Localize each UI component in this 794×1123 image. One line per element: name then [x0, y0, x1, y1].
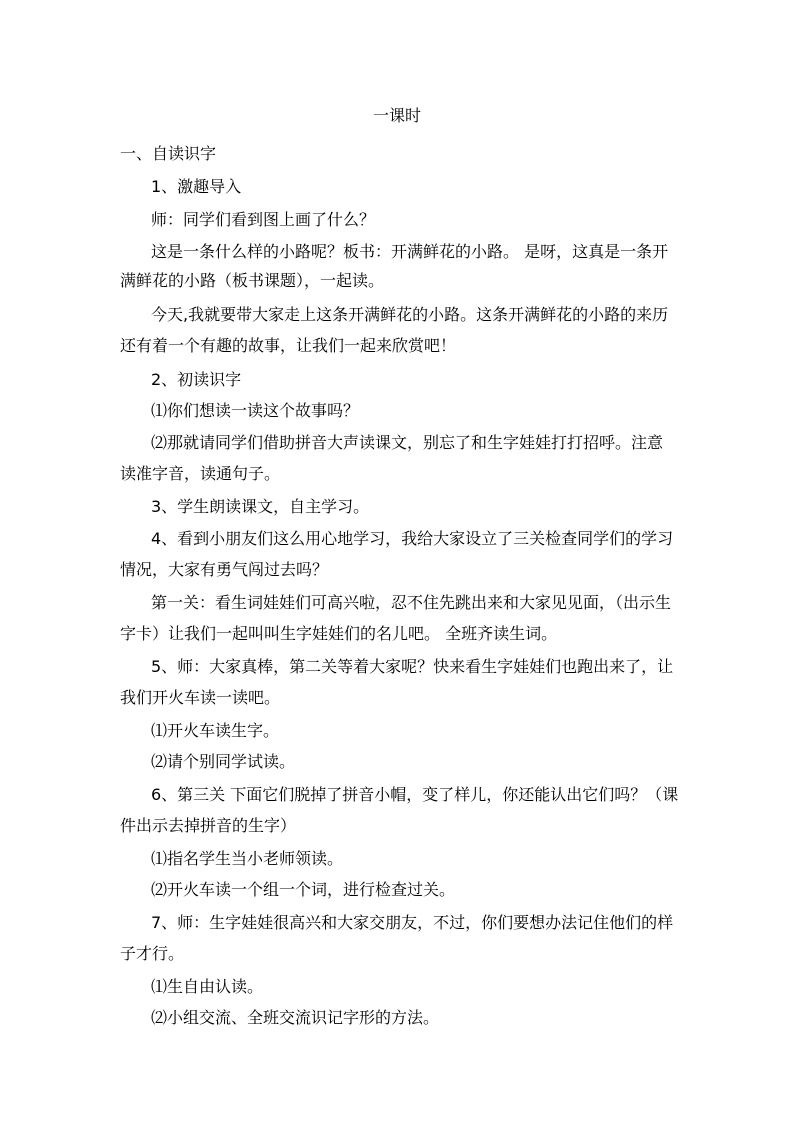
paragraph-line: ⑴你们想读一读这个故事吗？ — [151, 401, 360, 420]
paragraph-line: 今天,我就要带大家走上这条开满鲜花的小路。这条开满鲜花的小路的来历 — [151, 305, 669, 324]
paragraph-line: 件出示去掉拼音的生字） — [120, 816, 297, 835]
paragraph-line: 读准字音，读通句子。 — [120, 464, 281, 483]
paragraph-line: 字卡）让我们一起叫叫生字娃娃们的名儿吧。 全班齐读生词。 — [120, 624, 558, 643]
paragraph-line: 子才行。 — [120, 944, 185, 963]
lesson-title: 一课时 — [372, 106, 421, 125]
paragraph-line: ⑵小组交流、全班交流识记字形的方法。 — [151, 1008, 440, 1027]
paragraph-line: 7、师：生字娃娃很高兴和大家交朋友，不过，你们要想办法记住他们的样 — [151, 913, 674, 932]
section-heading: 一、自读识字 — [120, 144, 217, 163]
paragraph-line: 这是一条什么样的小路呢？板书：开满鲜花的小路。 是呀，这真是一条开 — [151, 242, 669, 261]
step-heading: 1、激趣导入 — [151, 177, 242, 196]
paragraph-line: 我们开火车读一读吧。 — [120, 688, 281, 707]
paragraph-line: 师：同学们看到图上画了什么？ — [151, 210, 376, 229]
paragraph-line: ⑴开火车读生字。 — [151, 721, 280, 740]
paragraph-line: ⑴生自由认读。 — [151, 977, 264, 996]
paragraph-line: 满鲜花的小路（板书课题），一起读。 — [120, 271, 385, 290]
paragraph-line: ⑴指名学生当小老师领读。 — [151, 849, 344, 868]
step-heading: 3、学生朗读课文，自主学习。 — [151, 497, 370, 516]
paragraph-line: 还有着一个有趣的故事，让我们一起来欣赏吧！ — [120, 336, 457, 355]
paragraph-line: ⑵开火车读一个组一个词，进行检查过关。 — [151, 880, 456, 899]
paragraph-line: 情况，大家有勇气闯过去吗？ — [120, 560, 329, 579]
paragraph-line: ⑵请个别同学试读。 — [151, 752, 296, 771]
paragraph-line: ⑵那就请同学们借助拼音大声读课文，别忘了和生字娃娃打打招呼。注意 — [151, 433, 664, 452]
paragraph-line: 4、看到小朋友们这么用心地学习，我给大家设立了三关检查同学们的学习 — [151, 529, 674, 548]
paragraph-line: 5、师：大家真棒，第二关等着大家呢？快来看生字娃娃们也跑出来了，让 — [151, 657, 674, 676]
paragraph-line: 6、第三关 下面它们脱掉了拼音小帽，变了样儿，你还能认出它们吗？（课 — [151, 785, 679, 804]
step-heading: 2、初读识字 — [151, 370, 242, 389]
paragraph-line: 第一关：看生词娃娃们可高兴啦，忍不住先跳出来和大家见见面，（出示生 — [151, 593, 672, 612]
